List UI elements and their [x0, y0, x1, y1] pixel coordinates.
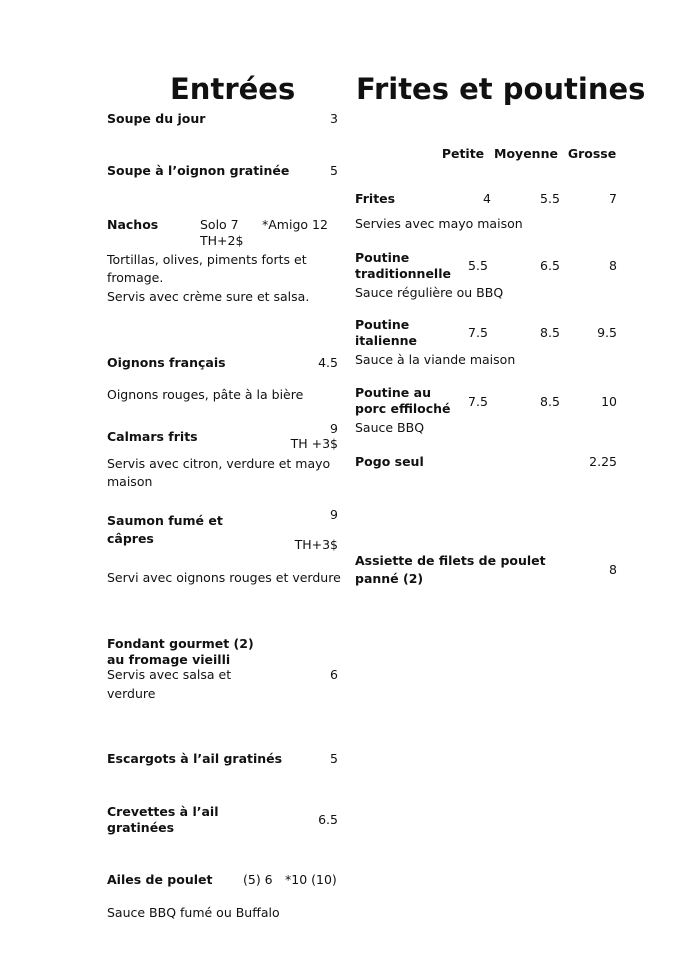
item-price-petite: 5.5	[468, 258, 488, 273]
item-name: Crevettes à l’ail	[107, 804, 219, 819]
size-header-petite: Petite	[441, 146, 485, 161]
item-price-small: (5) 6	[243, 872, 273, 887]
entrees-title: Entrées	[170, 72, 296, 106]
item-name: Saumon fumé et	[107, 513, 223, 528]
item-description: Sauce à la viande maison	[355, 352, 516, 367]
item-description: maison	[107, 474, 153, 489]
item-price-moyenne: 8.5	[540, 394, 560, 409]
item-price-moyenne: 5.5	[540, 191, 560, 206]
item-name: Fondant gourmet (2)	[107, 636, 254, 651]
item-price: 4.5	[318, 355, 338, 370]
item-price-solo: Solo 7	[200, 217, 239, 232]
item-description: fromage.	[107, 270, 164, 285]
item-name: câpres	[107, 531, 154, 546]
item-name: Soupe du jour	[107, 111, 206, 126]
item-name: Soupe à l’oignon gratinée	[107, 163, 290, 178]
item-description: Servis avec salsa et	[107, 667, 232, 682]
item-name: Poutine au	[355, 385, 431, 400]
item-name: au fromage vieilli	[107, 652, 231, 667]
item-price: 2.25	[589, 454, 617, 469]
size-header-moyenne: Moyenne	[494, 146, 558, 161]
item-name: panné (2)	[355, 571, 424, 586]
item-price: 5	[330, 163, 338, 178]
item-price: 8	[609, 562, 617, 577]
item-price: 3	[330, 111, 338, 126]
item-extra: TH+2$	[200, 233, 244, 248]
item-description: Sauce BBQ	[355, 420, 425, 435]
item-name: Escargots à l’ail gratinés	[107, 751, 283, 766]
item-price-grosse: 7	[609, 191, 617, 206]
item-price: 9	[330, 507, 338, 522]
item-price-large: *10 (10)	[285, 872, 337, 887]
item-description: Tortillas, olives, piments forts et	[107, 252, 307, 267]
item-name: traditionnelle	[355, 266, 451, 281]
item-price-moyenne: 8.5	[540, 325, 560, 340]
item-price: 6	[330, 667, 338, 682]
item-price: 5	[330, 751, 338, 766]
item-name: Assiette de filets de poulet	[355, 553, 546, 568]
frites-title: Frites et poutines	[356, 72, 646, 106]
item-name: Oignons français	[107, 355, 226, 370]
item-name: Frites	[355, 191, 396, 206]
item-name: Calmars frits	[107, 429, 198, 444]
item-name: porc effiloché	[355, 401, 451, 416]
item-price: 6.5	[318, 812, 338, 827]
item-description: Servi avec oignons rouges et verdure	[107, 570, 341, 585]
item-name: Nachos	[107, 217, 159, 232]
item-price-grosse: 8	[609, 258, 617, 273]
item-price: 9	[330, 421, 338, 436]
size-header-grosse: Grosse	[567, 146, 617, 161]
item-description: Sauce BBQ fumé ou Buffalo	[107, 905, 280, 920]
item-description: Oignons rouges, pâte à la bière	[107, 387, 304, 402]
item-description: verdure	[107, 686, 156, 701]
item-name: Poutine	[355, 250, 410, 265]
item-price-moyenne: 6.5	[540, 258, 560, 273]
item-description: Sauce régulière ou BBQ	[355, 285, 504, 300]
item-price-petite: 4	[483, 191, 491, 206]
item-price-grosse: 10	[601, 394, 617, 409]
item-description: Servies avec mayo maison	[355, 216, 523, 231]
item-extra: TH+3$	[294, 537, 338, 552]
item-name: italienne	[355, 333, 418, 348]
item-price-amigo: *Amigo 12	[262, 217, 328, 232]
item-name: gratinées	[107, 820, 175, 835]
item-price-petite: 7.5	[468, 394, 488, 409]
item-price-grosse: 9.5	[597, 325, 617, 340]
item-name: Ailes de poulet	[107, 872, 213, 887]
item-description: Servis avec crème sure et salsa.	[107, 289, 310, 304]
item-name: Poutine	[355, 317, 410, 332]
item-description: Servis avec citron, verdure et mayo	[107, 456, 331, 471]
item-price-petite: 7.5	[468, 325, 488, 340]
item-extra: TH +3$	[290, 436, 338, 451]
item-name: Pogo seul	[355, 454, 424, 469]
